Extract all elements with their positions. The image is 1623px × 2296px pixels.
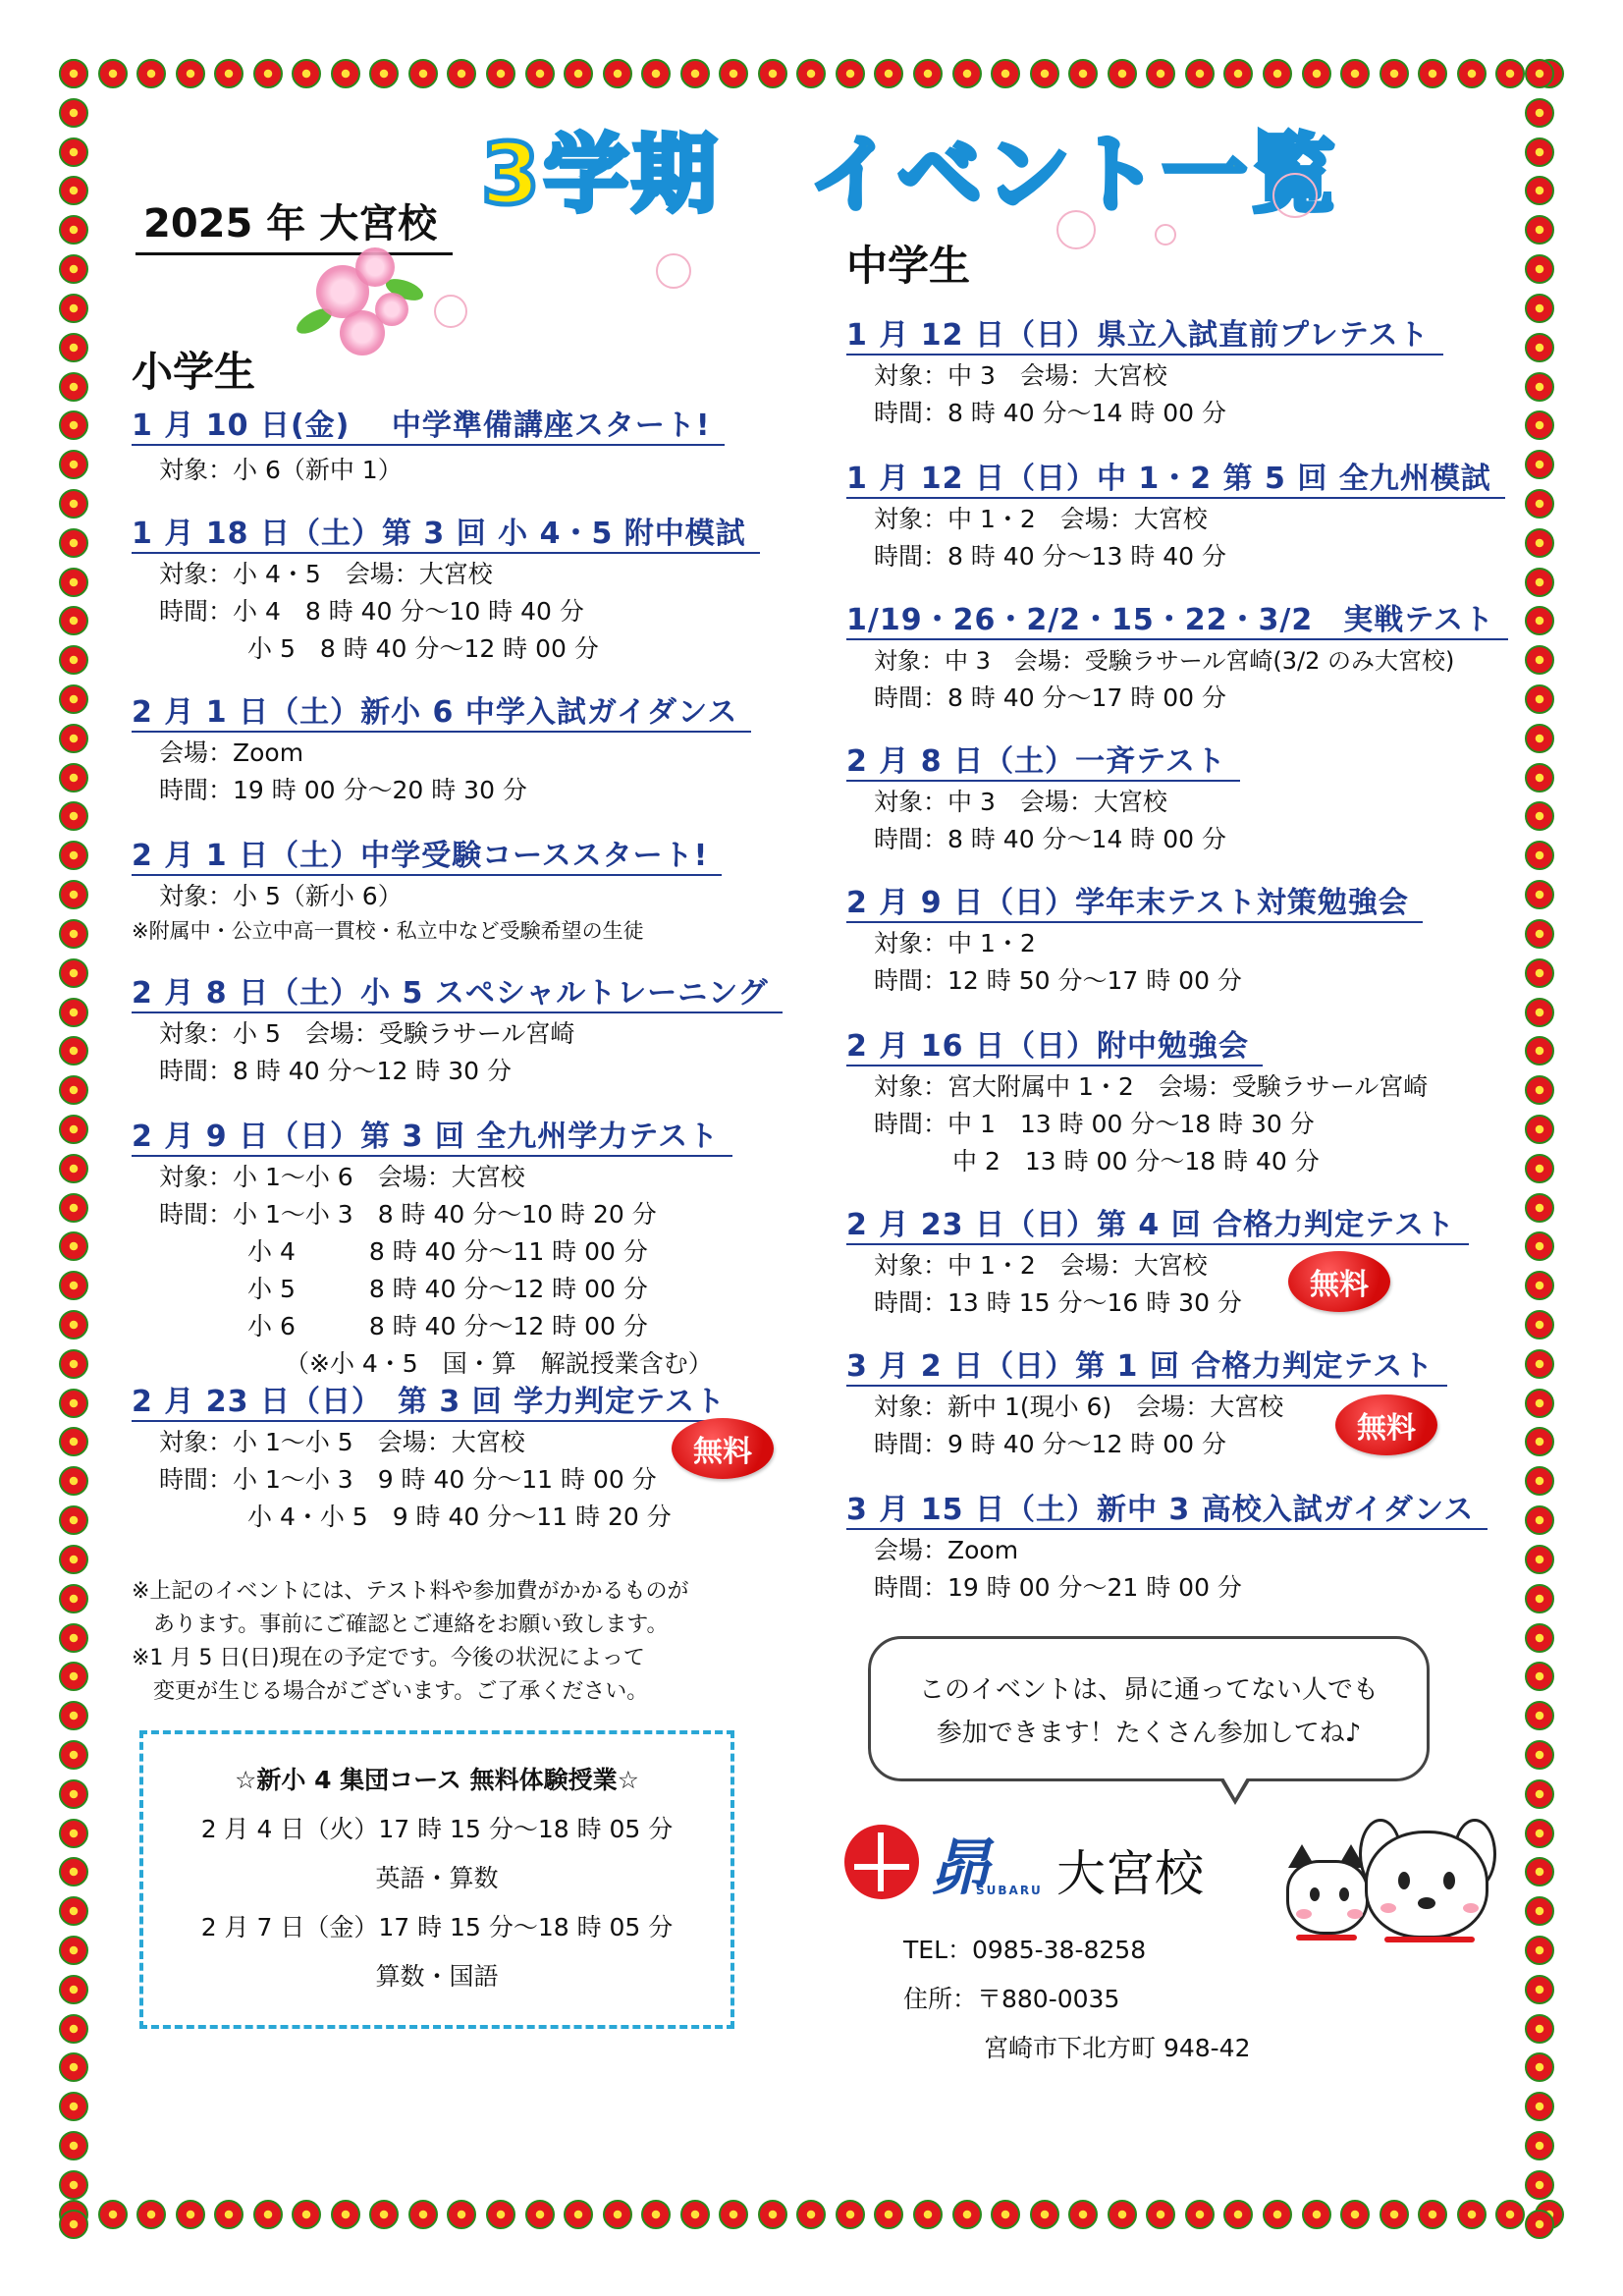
event-detail: （※小 4・5 国・算 解説授業含む） — [285, 1349, 713, 1378]
flower-border-icon — [447, 59, 476, 88]
flower-border-icon — [1525, 1779, 1554, 1809]
flower-border-icon — [59, 1154, 88, 1183]
flower-border-icon — [59, 176, 88, 205]
page-title: 3学期 イベント一覧 — [481, 126, 1339, 224]
flower-border-icon — [59, 1389, 88, 1418]
flower-border-icon — [98, 2200, 128, 2229]
free-badge: 無料 — [1288, 1251, 1390, 1312]
flower-border-icon — [1223, 59, 1253, 88]
event-detail: 会場：Zoom — [159, 738, 304, 767]
flower-border-icon — [59, 1349, 88, 1379]
flower-border-icon — [680, 59, 710, 88]
flower-border-icon — [447, 2200, 476, 2229]
flower-border-icon — [59, 958, 88, 988]
flower-border-icon — [59, 1271, 88, 1300]
contact-address: 宮崎市下北方町 948-42 — [984, 2034, 1251, 2062]
flower-border-icon — [1380, 2200, 1409, 2229]
flower-border-icon — [486, 59, 515, 88]
flower-border-icon — [1525, 215, 1554, 245]
flower-border-icon — [331, 59, 360, 88]
junior-heading: 中学生 — [846, 242, 971, 290]
event-detail: 時間：中 1 13 時 00 分～18 時 30 分 — [874, 1110, 1315, 1138]
event-title: 1 月 12 日（日）中 1・2 第 5 回 全九州模試 — [846, 454, 1505, 499]
flower-border-icon — [564, 59, 593, 88]
flower-border-icon — [59, 1036, 88, 1066]
flower-border-icon — [59, 684, 88, 714]
flower-border-icon — [59, 1701, 88, 1730]
event-detail: 小 4 8 時 40 分～11 時 00 分 — [247, 1237, 648, 1266]
flower-border-icon — [1525, 489, 1554, 519]
flower-border-icon — [1525, 450, 1554, 479]
event-title: 2 月 9 日（日）学年末テスト対策勉強会 — [846, 878, 1423, 923]
flower-border-icon — [59, 1310, 88, 1339]
flower-border-icon — [1525, 1623, 1554, 1653]
flower-border-icon — [1525, 1857, 1554, 1886]
flower-border-icon — [59, 801, 88, 831]
flower-border-icon — [1525, 137, 1554, 167]
event-detail: 対象：小 4・5 会場：大宮校 — [159, 560, 493, 588]
flower-border-icon — [59, 1975, 88, 2004]
flower-border-icon — [1525, 1584, 1554, 1613]
event-detail: 時間：8 時 40 分～14 時 00 分 — [874, 399, 1227, 427]
flower-border-icon — [59, 998, 88, 1027]
flower-border-icon — [1525, 1310, 1554, 1339]
flower-border-icon — [59, 1466, 88, 1496]
trial-line: 2 月 4 日（火）17 時 15 分～18 時 05 分 — [200, 1815, 674, 1843]
flower-border-icon — [408, 59, 438, 88]
free-badge: 無料 — [672, 1418, 774, 1479]
flower-border-icon — [59, 1505, 88, 1535]
flower-border-icon — [1495, 2200, 1525, 2229]
flower-border-icon — [1525, 1662, 1554, 1691]
flower-border-icon — [486, 2200, 515, 2229]
flower-border-icon — [59, 919, 88, 949]
brand-sub: SUBARU — [976, 1884, 1043, 1897]
flower-border-icon — [59, 489, 88, 519]
flower-border-icon — [59, 2052, 88, 2082]
flower-border-icon — [603, 59, 632, 88]
flower-border-icon — [59, 137, 88, 167]
flower-border-icon — [59, 2014, 88, 2044]
flower-border-icon — [1525, 1193, 1554, 1223]
note-line: 変更が生じる場合がございます。ご了承ください。 — [132, 1679, 649, 1704]
flower-border-icon — [1263, 2200, 1292, 2229]
elementary-event — [132, 687, 751, 809]
flower-border-icon — [1525, 2052, 1554, 2082]
flower-border-icon — [59, 1075, 88, 1105]
event-detail: 時間：小 1～小 3 9 時 40 分～11 時 00 分 — [159, 1465, 657, 1494]
flower-border-icon — [1340, 2200, 1370, 2229]
event-detail: 時間：小 4 8 時 40 分～10 時 40 分 — [159, 597, 584, 626]
flower-border-icon — [1525, 998, 1554, 1027]
flower-border-icon — [136, 59, 166, 88]
flower-border-icon — [1146, 59, 1175, 88]
flower-border-icon — [1185, 59, 1215, 88]
flower-border-icon — [1263, 59, 1292, 88]
school-year-label: 2025 年 大宮校 — [135, 192, 453, 255]
trial-line: 英語・算数 — [375, 1864, 499, 1892]
flower-border-icon — [1525, 59, 1554, 88]
flower-border-icon — [1525, 1036, 1554, 1066]
event-detail: 時間：9 時 40 分～12 時 00 分 — [874, 1430, 1227, 1458]
event-title: 2 月 1 日（土）新小 6 中学入試ガイダンス — [132, 687, 751, 733]
junior-event — [846, 737, 1240, 858]
flower-border-icon — [1525, 1740, 1554, 1770]
flower-border-icon — [59, 372, 88, 402]
flower-border-icon — [59, 1623, 88, 1653]
elementary-heading: 小学生 — [132, 348, 256, 396]
flower-border-icon — [1525, 1427, 1554, 1456]
flower-border-icon — [1525, 645, 1554, 675]
flower-border-icon — [1525, 1349, 1554, 1379]
flower-border-icon — [913, 59, 943, 88]
flower-border-icon — [1030, 59, 1059, 88]
trial-line: 算数・国語 — [375, 1962, 499, 1991]
flower-border-icon — [253, 2200, 283, 2229]
flower-border-icon — [1457, 59, 1487, 88]
flower-border-icon — [59, 1115, 88, 1144]
flower-border-icon — [59, 1231, 88, 1261]
flower-border-icon — [564, 2200, 593, 2229]
junior-event — [846, 1021, 1428, 1180]
junior-event — [846, 454, 1505, 575]
elementary-event — [132, 1377, 739, 1536]
event-title: 1/19・26・2/2・15・22・3/2 実戦テスト — [846, 595, 1508, 640]
event-title: 2 月 16 日（日）附中勉強会 — [846, 1021, 1263, 1066]
flower-border-icon — [1525, 1701, 1554, 1730]
flower-border-icon — [796, 2200, 826, 2229]
elementary-event — [132, 968, 783, 1090]
free-trial-box — [139, 1730, 734, 2029]
subaru-logo-icon — [844, 1825, 919, 1899]
flower-border-icon — [59, 1193, 88, 1223]
flower-border-icon — [836, 2200, 865, 2229]
flower-border-icon — [369, 59, 399, 88]
flower-border-icon — [641, 2200, 671, 2229]
event-detail: 対象：小 6（新中 1） — [159, 456, 403, 484]
flower-border-icon — [59, 1896, 88, 1926]
flower-border-icon — [1525, 98, 1554, 128]
flower-border-icon — [369, 2200, 399, 2229]
event-title: 2 月 8 日（土）小 5 スペシャルトレーニング — [132, 968, 783, 1013]
event-detail: 対象：宮大附属中 1・2 会場：受験ラサール宮崎 — [874, 1072, 1429, 1101]
event-detail: 時間：8 時 40 分～17 時 00 分 — [874, 683, 1227, 712]
event-detail: 時間：8 時 40 分～13 時 40 分 — [874, 542, 1227, 571]
flower-border-icon — [59, 763, 88, 793]
flower-border-icon — [758, 2200, 787, 2229]
flower-border-icon — [292, 59, 321, 88]
flower-border-icon — [525, 2200, 555, 2229]
flower-border-icon — [913, 2200, 943, 2229]
event-detail: 時間：12 時 50 分～17 時 00 分 — [874, 966, 1242, 995]
brand-name: 昴 — [929, 1831, 991, 1903]
elementary-event — [132, 509, 760, 668]
flower-border-icon — [1457, 2200, 1487, 2229]
flower-border-icon — [952, 59, 982, 88]
flower-border-icon — [1525, 724, 1554, 753]
junior-event — [846, 878, 1423, 1000]
flower-border-icon — [991, 59, 1020, 88]
flower-border-icon — [1185, 2200, 1215, 2229]
flower-border-bottom — [59, 2200, 1564, 2239]
flower-border-icon — [59, 1857, 88, 1886]
event-title: 1 月 10 日(金) 中学準備講座スタート! — [132, 401, 725, 446]
flower-border-icon — [176, 2200, 205, 2229]
flower-border-icon — [1525, 294, 1554, 323]
notes-block — [132, 1575, 689, 1709]
school-name: 大宮校 — [1056, 1845, 1204, 1902]
flower-border-icon — [952, 2200, 982, 2229]
event-detail: 小 6 8 時 40 分～12 時 00 分 — [247, 1312, 648, 1340]
note-line: ※1 月 5 日(日)現在の予定です。今後の状況によって — [132, 1646, 645, 1670]
flower-border-icon — [1495, 59, 1525, 88]
flower-border-icon — [1525, 1389, 1554, 1418]
event-title: 3 月 15 日（土）新中 3 高校入試ガイダンス — [846, 1485, 1488, 1530]
flower-border-icon — [1525, 1545, 1554, 1574]
flower-border-icon — [680, 2200, 710, 2229]
flower-border-icon — [1525, 2092, 1554, 2121]
elementary-event — [132, 831, 722, 947]
flower-border-icon — [59, 2170, 88, 2200]
trial-title: ☆新小 4 集団コース 無料体験授業☆ — [234, 1766, 640, 1794]
bubble-line: 参加できます！たくさん参加してね♪ — [936, 1719, 1362, 1748]
flower-border-icon — [1525, 1819, 1554, 1848]
flower-border-icon — [1380, 59, 1409, 88]
flower-border-icon — [1525, 2210, 1554, 2239]
flower-border-icon — [1525, 801, 1554, 831]
junior-event — [846, 595, 1508, 717]
event-note: ※附属中・公立中高一貫校・私立中など受験希望の生徒 — [132, 919, 644, 943]
flower-border-icon — [1525, 684, 1554, 714]
flower-border-icon — [59, 2210, 88, 2239]
flower-border-icon — [1418, 59, 1447, 88]
event-detail: 時間：13 時 15 分～16 時 30 分 — [874, 1288, 1242, 1317]
event-detail: 対象：中 1・2 — [874, 929, 1036, 957]
flower-border-icon — [1525, 958, 1554, 988]
event-detail: 対象：小 1～小 6 会場：大宮校 — [159, 1163, 525, 1191]
flower-border-icon — [1525, 2131, 1554, 2160]
event-title: 2 月 9 日（日）第 3 回 全九州学力テスト — [132, 1112, 732, 1157]
flower-border-icon — [59, 528, 88, 558]
flower-border-icon — [1525, 372, 1554, 402]
flower-border-icon — [1525, 528, 1554, 558]
flower-border-icon — [1525, 841, 1554, 870]
flower-border-icon — [1525, 763, 1554, 793]
speech-bubble-tail-fill — [1220, 1773, 1250, 1798]
elementary-event — [132, 401, 725, 489]
flower-border-icon — [214, 2200, 243, 2229]
event-detail: 時間：8 時 40 分～14 時 00 分 — [874, 825, 1227, 853]
flower-border-icon — [59, 1779, 88, 1809]
elementary-event — [132, 1112, 732, 1383]
trial-line: 2 月 7 日（金）17 時 15 分～18 時 05 分 — [200, 1913, 674, 1941]
flower-border-icon — [408, 2200, 438, 2229]
flower-border-icon — [1525, 1896, 1554, 1926]
flower-border-icon — [525, 59, 555, 88]
flower-border-icon — [1108, 59, 1137, 88]
event-detail: 小 4・小 5 9 時 40 分～11 時 20 分 — [247, 1503, 672, 1531]
flower-border-icon — [59, 880, 88, 909]
flower-border-icon — [59, 215, 88, 245]
flower-border-icon — [59, 410, 88, 440]
flower-border-icon — [59, 294, 88, 323]
flower-border-icon — [1108, 2200, 1137, 2229]
flower-border-icon — [1525, 1936, 1554, 1965]
flower-border-icon — [1525, 410, 1554, 440]
flower-border-icon — [1525, 606, 1554, 635]
flower-border-icon — [98, 59, 128, 88]
flower-border-icon — [719, 59, 748, 88]
flower-border-icon — [1525, 919, 1554, 949]
flower-border-icon — [214, 59, 243, 88]
event-detail: 小 5 8 時 40 分～12 時 00 分 — [247, 1275, 648, 1303]
flower-border-icon — [1418, 2200, 1447, 2229]
flower-border-left — [59, 59, 98, 2239]
flower-border-icon — [1525, 880, 1554, 909]
event-detail: 対象：小 5 会場：受験ラサール宮崎 — [159, 1019, 575, 1048]
contact-address-label: 住所：〒880-0035 — [903, 1985, 1120, 2013]
flower-border-icon — [1525, 568, 1554, 597]
flower-border-icon — [59, 1936, 88, 1965]
flower-border-top — [59, 59, 1564, 98]
event-detail: 対象：中 3 会場：大宮校 — [874, 361, 1167, 390]
flower-border-icon — [1525, 1466, 1554, 1496]
flower-border-icon — [59, 1662, 88, 1691]
flower-border-icon — [59, 333, 88, 362]
flower-border-icon — [59, 1427, 88, 1456]
flower-border-icon — [59, 254, 88, 284]
event-title: 1 月 12 日（日）県立入試直前プレテスト — [846, 310, 1443, 355]
event-detail: 対象：小 1～小 5 会場：大宮校 — [159, 1428, 525, 1456]
event-detail: 対象：小 5（新小 6） — [159, 882, 403, 910]
speech-bubble — [868, 1636, 1430, 1781]
flower-border-icon — [59, 1545, 88, 1574]
event-detail: 時間：19 時 00 分～20 時 30 分 — [159, 776, 527, 804]
flower-border-icon — [59, 645, 88, 675]
flower-border-icon — [1302, 59, 1331, 88]
flower-border-icon — [59, 841, 88, 870]
event-title: 2 月 23 日（日） 第 3 回 学力判定テスト — [132, 1377, 739, 1422]
flower-border-icon — [1223, 2200, 1253, 2229]
flower-border-icon — [59, 1740, 88, 1770]
note-line: あります。事前にご確認とご連絡をお願い致します。 — [132, 1613, 669, 1637]
flower-border-icon — [1525, 1231, 1554, 1261]
flower-border-icon — [836, 59, 865, 88]
flower-border-icon — [1525, 1271, 1554, 1300]
flower-border-icon — [758, 59, 787, 88]
flower-border-icon — [1525, 1975, 1554, 2004]
flower-border-icon — [59, 59, 88, 88]
flower-border-icon — [1525, 1505, 1554, 1535]
event-title: 3 月 2 日（日）第 1 回 合格力判定テスト — [846, 1341, 1447, 1387]
event-title: 1 月 18 日（土）第 3 回 小 4・5 附中模試 — [132, 509, 760, 554]
flower-border-icon — [1525, 1115, 1554, 1144]
flower-border-icon — [59, 724, 88, 753]
flower-border-icon — [874, 2200, 903, 2229]
flower-border-icon — [59, 606, 88, 635]
flower-border-icon — [59, 568, 88, 597]
event-title: 2 月 1 日（土）中学受験コーススタート! — [132, 831, 722, 876]
bubble-line: このイベントは、昴に通ってない人でも — [918, 1675, 1379, 1705]
event-title: 2 月 8 日（土）一斉テスト — [846, 737, 1240, 782]
flower-border-icon — [59, 450, 88, 479]
event-detail: 中 2 13 時 00 分～18 時 40 分 — [952, 1147, 1320, 1175]
event-detail: 対象：中 1・2 会場：大宮校 — [874, 1251, 1208, 1280]
flower-border-icon — [719, 2200, 748, 2229]
flower-border-icon — [1068, 59, 1098, 88]
flower-border-icon — [796, 59, 826, 88]
flower-border-icon — [59, 98, 88, 128]
flower-border-right — [1525, 59, 1564, 2239]
contact-tel: TEL：0985-38-8258 — [903, 1936, 1147, 1964]
flower-border-icon — [1525, 333, 1554, 362]
flower-border-icon — [1525, 2014, 1554, 2044]
junior-event — [846, 310, 1443, 432]
flower-border-icon — [1525, 1154, 1554, 1183]
event-detail: 小 5 8 時 40 分～12 時 00 分 — [247, 634, 599, 663]
flower-border-icon — [1525, 2170, 1554, 2200]
flower-border-icon — [59, 1819, 88, 1848]
flower-border-icon — [59, 2092, 88, 2121]
flower-border-icon — [176, 59, 205, 88]
event-detail: 対象：新中 1(現小 6) 会場：大宮校 — [874, 1393, 1284, 1421]
flower-border-icon — [292, 2200, 321, 2229]
event-detail: 対象：中 3 会場：受験ラサール宮崎(3/2 のみ大宮校) — [874, 647, 1455, 675]
free-badge: 無料 — [1335, 1394, 1437, 1455]
event-detail: 時間：小 1～小 3 8 時 40 分～10 時 20 分 — [159, 1200, 657, 1229]
flower-border-icon — [136, 2200, 166, 2229]
event-detail: 会場：Zoom — [874, 1536, 1019, 1564]
flower-border-icon — [1525, 254, 1554, 284]
flower-border-icon — [1525, 176, 1554, 205]
event-detail: 時間：8 時 40 分～12 時 30 分 — [159, 1057, 513, 1085]
flower-border-icon — [253, 59, 283, 88]
event-detail: 対象：中 3 会場：大宮校 — [874, 788, 1167, 816]
flower-border-icon — [331, 2200, 360, 2229]
flower-border-icon — [1068, 2200, 1098, 2229]
event-title: 2 月 23 日（日）第 4 回 合格力判定テスト — [846, 1200, 1469, 1245]
flower-border-icon — [59, 2131, 88, 2160]
flower-border-icon — [641, 59, 671, 88]
flower-border-icon — [603, 2200, 632, 2229]
flower-border-icon — [1302, 2200, 1331, 2229]
note-line: ※上記のイベントには、テスト料や参加費がかかるものが — [132, 1579, 689, 1604]
event-detail: 時間：19 時 00 分～21 時 00 分 — [874, 1573, 1242, 1602]
event-detail: 対象：中 1・2 会場：大宮校 — [874, 505, 1208, 533]
junior-event — [846, 1485, 1488, 1607]
flower-border-icon — [874, 59, 903, 88]
flower-border-icon — [1525, 1075, 1554, 1105]
flower-border-icon — [991, 2200, 1020, 2229]
flower-border-icon — [1146, 2200, 1175, 2229]
flower-border-icon — [59, 1584, 88, 1613]
flower-border-icon — [1340, 59, 1370, 88]
flower-border-icon — [1030, 2200, 1059, 2229]
